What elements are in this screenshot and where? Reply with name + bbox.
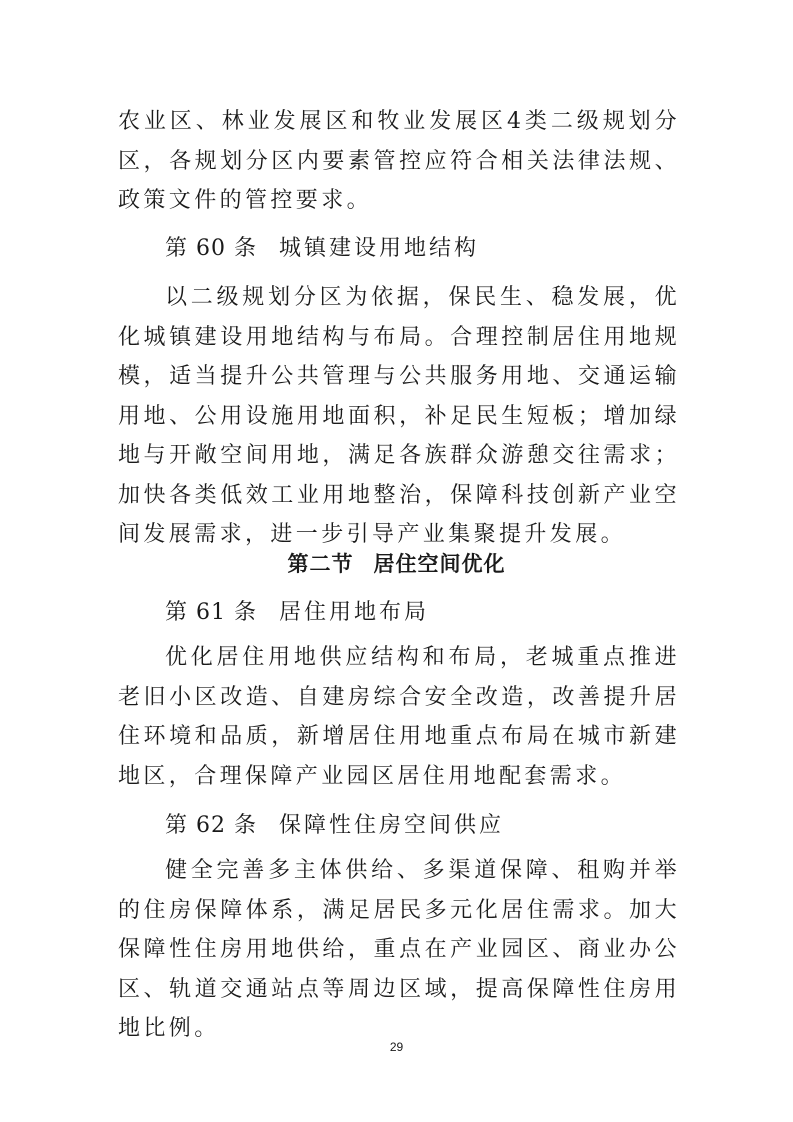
article-60-number: 第 60 条 [165, 236, 257, 261]
article-61-title [165, 593, 429, 633]
article-62-number: 第 62 条 [165, 813, 257, 838]
page-number: 29 [389, 1040, 404, 1054]
article-61-heading: 居住用地布局 [278, 600, 429, 625]
article-60-body: 以二级规划分区为依据，保民生、稳发展，优化城镇建设用地结构与布局。合理控制居住用地规模，适当提升公共管理与公共服务用地、交通运输用地、公用设施用地面积，补足民生短板；增加绿地与开敞空间用地，满足各族群众游憩交往需求；加快各类低效工业用地整治，保障科技创新产业空间发展需求，进一步引导产业集聚提升发展。 [118, 285, 680, 547]
article-62-heading: 保障性住房空间供应 [278, 813, 504, 838]
article-60-title [165, 229, 479, 269]
article-62-title [165, 806, 504, 846]
section-heading: 居住空间优化 [373, 552, 506, 576]
article-61-body: 优化居住用地供应结构和布局，老城重点推进老旧小区改造、自建房综合安全改造，改善提升居住环境和品质，新增居住用地重点布局在城市新建地区，合理保障产业园区居住用地配套需求。 [118, 645, 680, 789]
article-60-heading: 城镇建设用地结构 [278, 236, 479, 261]
section-title [0, 545, 793, 583]
paragraph-continued: 农业区、林业发展区和牧业发展区4类二级规划分区，各规划分区内要素管控应符合相关法律法规、政策文件的管控要求。 [118, 109, 680, 213]
article-61-number: 第 61 条 [165, 600, 257, 625]
section-number: 第二节 [287, 552, 354, 576]
article-62-body: 健全完善多主体供给、多渠道保障、租购并举的住房保障体系，满足居民多元化居住需求。加大保障性住房用地供给，重点在产业园区、商业办公区、轨道交通站点等周边区域，提高保障性住房用地比例。 [118, 858, 680, 1041]
